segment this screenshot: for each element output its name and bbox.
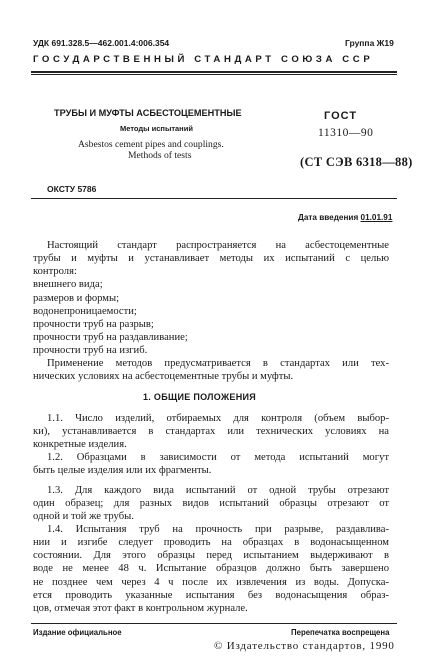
english-title-line-1: Asbestos cement pipes and couplings.: [78, 139, 224, 150]
list-item: водонепроницаемости;: [33, 305, 137, 317]
list-item: прочности труб на изгиб.: [33, 345, 148, 357]
header-rule-2: [31, 74, 397, 75]
footer-rule: [31, 623, 397, 624]
effective-date-value: 01.01.91: [360, 213, 393, 222]
reprint-prohibited: Перепечатка воспрещена: [291, 628, 390, 637]
copyright-notice: © Издательство стандартов, 1990: [214, 640, 395, 652]
closing-block: [47, 357, 389, 370]
gost-number: 11310—90: [318, 127, 374, 139]
section-heading: 1. ОБЩИЕ ПОЛОЖЕНИЯ: [143, 392, 257, 402]
document-title: ТРУБЫ И МУФТЫ АСБЕСТОЦЕМЕНТНЫЕ: [54, 108, 242, 118]
official-edition: Издание официальное: [33, 628, 122, 637]
paragraph-1-3-cont: [33, 497, 389, 523]
list-item: размеров и формы;: [33, 292, 120, 304]
paragraph-line: состоянии. Для этого образцы перед испытанием выдерживают в: [33, 550, 389, 562]
gost-label: ГОСТ: [324, 110, 358, 122]
paragraph-line: быть целые изделия или их фрагменты.: [33, 465, 212, 476]
group-code: Группа Ж19: [345, 38, 394, 48]
paragraph-line: воде не менее 48 ч. Испытание образцов должно быть завершено: [33, 563, 389, 575]
closing-line: Применение методов предусматривается в стандартах или тех-: [47, 358, 389, 369]
intro-block: [47, 239, 389, 252]
paragraph-1-2-cont: [33, 464, 211, 477]
st-sev-number: (СТ СЭВ 6318—88): [300, 155, 413, 169]
organization-title: ГОСУДАРСТВЕННЫЙ СТАНДАРТ СОЮЗА ССР: [33, 54, 374, 65]
paragraph-1-2: [47, 451, 389, 464]
paragraph-1-4: [47, 523, 389, 536]
list-item: прочности труб на раздавливание;: [33, 332, 188, 344]
document-subtitle: Методы испытаний: [120, 124, 193, 133]
title-rule: [31, 198, 397, 199]
paragraph-line: ется проводить указанные испытания без водонасыщения образ-: [33, 589, 389, 601]
list-item: внешнего вида;: [33, 279, 103, 291]
paragraph-line: ки), устанавливается в стандартах или технических условиях на: [33, 426, 389, 437]
effective-date-label: Дата введения: [298, 213, 359, 222]
paragraph-1-3: [47, 484, 389, 497]
closing-block-2: [33, 370, 293, 383]
udk-code: УДК 691.328.5—462.001.4:006.354: [33, 38, 170, 48]
list-item: прочности труб на разрыв;: [33, 319, 154, 331]
paragraph-1-1-cont: [33, 425, 389, 451]
english-title-line-2: Methods of tests: [128, 150, 192, 161]
paragraph-line: одной и той же трубы.: [33, 511, 134, 523]
intro-line: контроля:: [33, 266, 77, 278]
intro-block-2: [33, 252, 389, 358]
header-rule-1: [31, 71, 397, 73]
paragraph-line: 1.3. Для каждого вида испытаний от одной трубы отрезают: [47, 485, 389, 496]
paragraph-line: 1.2. Образцами в зависимости от метода испытаний могут: [47, 452, 389, 463]
paragraph-line: нии и изгибе следует проводить на образцах в водонасыщенном: [33, 537, 389, 548]
paragraph-line: конкретные изделия.: [33, 439, 127, 451]
closing-line: нических условиях на асбестоцементные трубы и муфты.: [33, 371, 294, 382]
intro-line: Настоящий стандарт распространяется на асбестоцементные: [47, 240, 389, 251]
paragraph-1-4-cont: [33, 536, 389, 615]
intro-line: трубы и муфты и устанавливает методы их испытаний с целью: [33, 253, 389, 264]
paragraph-line: 1.4. Испытания труб на прочность при разрыве, раздавлива-: [47, 524, 389, 535]
paragraph-line: цов, отмечая этот факт в контрольном журнале.: [33, 603, 248, 615]
paragraph-line: не позднее чем через 4 ч после их извлечения из воды. Допуска-: [33, 576, 389, 588]
paragraph-line: 1.1. Число изделий, отбираемых для контроля (объем выбор-: [47, 413, 389, 424]
okstu-code: ОКСТУ 5786: [47, 184, 97, 194]
paragraph-line: один образец; для разных видов испытаний образцы отрезают от: [33, 498, 389, 509]
effective-date: [298, 213, 392, 222]
paragraph-1-1: [47, 412, 389, 425]
